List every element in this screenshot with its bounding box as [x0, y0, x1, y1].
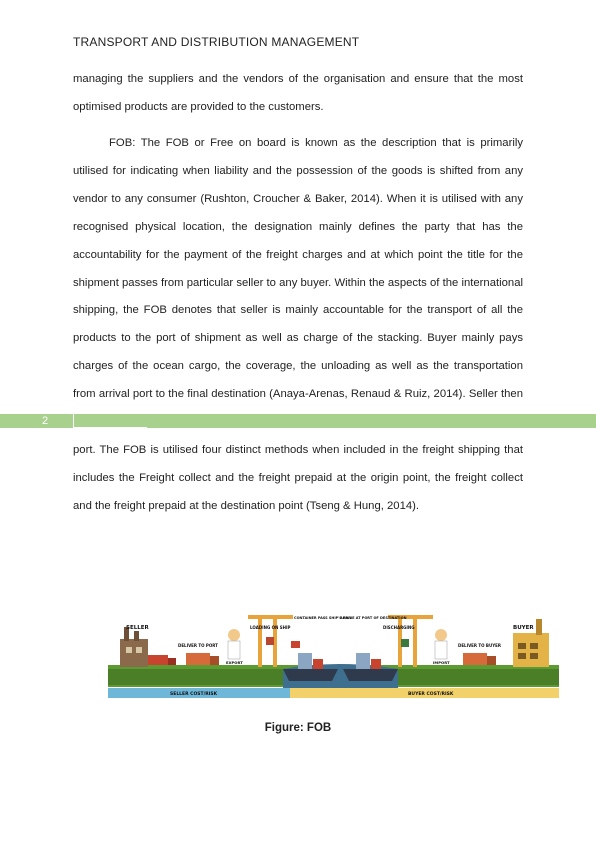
label-buyer-risk: BUYER COST/RISK — [408, 692, 454, 697]
label-seller: SELLER — [126, 625, 149, 631]
fob-figure — [108, 589, 559, 704]
label-deliver-to-port: DELIVER TO PORT — [178, 643, 218, 648]
label-deliver-to-buyer: DELIVER TO BUYER — [458, 643, 501, 648]
label-import: IMPORT — [433, 660, 450, 665]
label-export: EXPORT — [226, 660, 243, 665]
page-number-corner — [73, 413, 147, 428]
page-number: 2 — [42, 415, 49, 427]
label-container-pass: CONTAINER PASS SHIP'S RAIL — [294, 616, 352, 620]
paragraph-fob: FOB: The FOB or Free on board is known as the description that is primarily utilised for indicating when liability and the possession of the goods is shifted from any vendor to any consumer (Rushton, Croucher & Baker, 2014). When it is utilised with any recognised physical location, the designation mainly defines the party that has the accountability for the payment of the freight charges and at which point the title for the shipment passes from particular seller to any buyer. Within the aspects of the international shipping, the FOB denotes that seller is mainly accountable for the transport of all the products to the port of shipment as well as charge of the stacking. Buyer mainly pays charges of the ocean cargo, the coverage, the unloading as well as the transportation from arrival port to the final destination (Anaya-Arenas, Renaud & Ruiz, 2014). Seller then port. The FOB is utilised four distinct methods when included in the freight shipping that includes the Freight collect and the freight prepaid at the origin point, the freight collect and the freight prepaid at the destination point (Tseng & Hung, 2014). — [73, 137, 523, 512]
running-header: TRANSPORT AND DISTRIBUTION MANAGEMENT — [73, 35, 360, 49]
paragraph-intro: managing the suppliers and the vendors of the organisation and ensure that the most optimised products are provided to the customers. — [73, 73, 523, 113]
export-person — [228, 629, 240, 659]
label-discharging: DISCHARGING — [383, 625, 415, 630]
import-person — [435, 629, 447, 659]
figure-caption: Figure: FOB — [264, 722, 332, 734]
label-buyer: BUYER — [513, 625, 534, 631]
label-loading-on-ship: LOADING ON SHIP — [250, 625, 291, 630]
label-seller-risk: SELLER COST/RISK — [170, 692, 218, 697]
label-arrive-port: ARRIVE AT PORT OF DESTINATION — [340, 616, 407, 620]
container — [291, 641, 300, 648]
